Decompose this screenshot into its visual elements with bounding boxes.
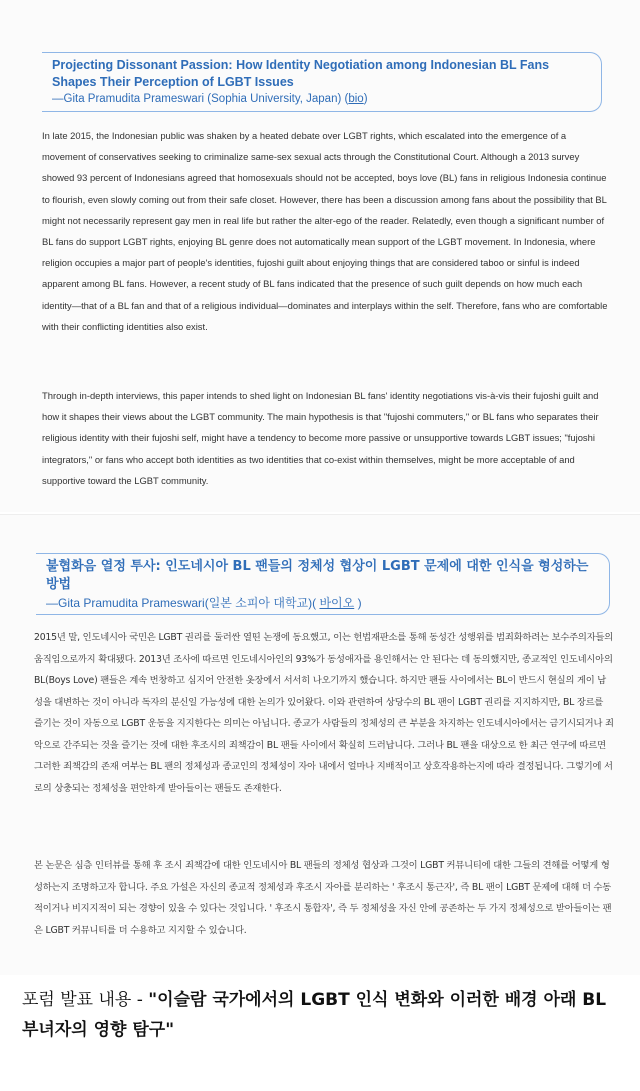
korean-bio-link[interactable]: 바이오: [319, 596, 355, 610]
korean-author: [46, 594, 599, 612]
english-title: Projecting Dissonant Passion: How Identity Negotiation among Indonesian BL Fans Shapes Their Perception of LGBT Issues: [52, 58, 550, 89]
english-abstract-panel: [0, 0, 640, 512]
caption: [22, 985, 622, 1045]
korean-author-affiliation: 일본 소피아 대학교: [208, 596, 309, 610]
english-author: [52, 91, 591, 108]
korean-paragraph-2: 본 논문은 심층 인터뷰를 통해 후 조시 죄책감에 대한 인도네시아 BL 팬들의 정체성 협상과 그것이 LGBT 커뮤니티에 대한 그들의 견해를 어떻게 형성하는지 조명하고자 합니다. 주요 가설은 자신의 종교적 정체성과 후조시 자아를 분리하는 ' 후조시 통근자', 즉 BL 팬이 LGBT 문제에 대해 더 수동적이거나 비지지적이 되는 경향이 있을 수 있다는 것입니다. ' 후조시 통합자', 즉 두 정체성을 자신 안에 공존하는 두 가지 정체성으로 받아들이는 팬은 LGBT 커뮤니티를 더 수용하고 지지할 수 있습니다.: [34, 860, 612, 936]
english-author-end: ): [363, 93, 368, 105]
korean-author-mid: )(: [308, 596, 320, 610]
caption-title: "이슬람 국가에서의 LGBT 인식 변화와 이러한 배경 아래 BL 부녀자의 영향 탐구": [22, 990, 607, 1040]
english-paragraph-1: In late 2015, the Indonesian public was shaken by a heated debate over LGBT rights, which escalated into the emergence of a movement of conservatives seeking to criminalize same-sex sexual acts through the Constitutional Court. Although a 2013 survey showed 93 percent of Indonesians agreed that homosexuals should not be accepted, boys love (BL) fans in religious Indonesia continue to flourish, even slowly coming out from their safe closet. However, there has been a discussion among fans about the possibility that BL might not necessarily represent gay men in real life but rather the alter-ego of the reader. Relatedly, even though a significant number of BL fans do support LGBT rights, enjoying BL genre does not automatically mean support of the LGBT movement. In Indonesia, where religion occupies a major part of people's identities, fujoshi guilt about enjoying things that are considered taboo or sinful is indeed apparent among BL fans. However, a recent study of BL fans indicated that the presence of such guilt depends on how much each identity—that of a BL fan and that of a religious individual—dominates and interplays within the self. Therefore, fans who are comfortable with their conflicting identities also exist.: [42, 130, 608, 332]
korean-title-box: [36, 553, 610, 615]
english-title-box: [42, 52, 602, 112]
korean-abstract-panel: [0, 514, 640, 975]
english-paragraph-2: Through in-depth interviews, this paper intends to shed light on Indonesian BL fans' identity negotiations vis-à-vis their fujoshi guilt and how it shapes their views about the LGBT community. The main hypothesis is that "fujoshi commuters," or BL fans who separates their religious identity with their fujoshi self, might have a tendency to become more passive or unsupportive towards LGBT issues; "fujoshi integrators," or fans who accept both identities as two identities that co-exist within themselves, might be more acceptable of and supportive toward the LGBT community.: [42, 390, 599, 486]
korean-paragraph-1: 2015년 말, 인도네시아 국민은 LGBT 권리를 둘러싼 열띤 논쟁에 동요했고, 이는 헌법재판소를 통해 동성간 성행위를 범죄화하려는 보수주의자들의 움직임으로까지 확대됐다. 2013년 조사에 따르면 인도네시아인의 93%가 동성애자를 용인해서는 안 된다는 데 동의했지만, 종교적인 인도네시아의 BL(Boys Love) 팬들은 계속 번창하고 심지어 안전한 옷장에서 서서히 나오기까지 했습니다. 하지만 팬들 사이에서는 BL이 반드시 현실의 게이 남성을 대변하는 것이 아니라 독자의 분신일 가능성에 대한 논의가 있어왔다. 이와 관련하여 상당수의 BL 팬이 LGBT 권리를 지지하지만, BL 장르를 즐기는 것이 자동으로 LGBT 운동을 지지한다는 의미는 아닙니다. 종교가 사람들의 정체성의 큰 부분을 차지하는 인도네시아에서는 금기시되거나 죄악으로 간주되는 것을 즐기는 것에 대한 후조시의 죄책감이 BL 팬들 사이에서 확실히 드러납니다. 그러나 BL 팬을 대상으로 한 최근 연구에 따르면 그러한 죄책감의 존재 여부는 BL 팬의 정체성과 종교인의 정체성이 자아 내에서 얼마나 지배적이고 상호작용하는지에 따라 결정됩니다. 그렇기에 서로의 상충되는 정체성을 편안하게 받아들이는 팬들도 존재한다.: [34, 632, 614, 794]
english-bio-link[interactable]: bio: [348, 93, 364, 105]
caption-prefix: 포럼 발표 내용 -: [22, 990, 149, 1010]
korean-author-end: ): [354, 596, 362, 610]
korean-title: 불협화음 열정 투사: 인도네시아 BL 팬들의 정체성 협상이 LGBT 문제에 대한 인식을 형성하는 방법: [46, 559, 589, 592]
english-author-name: —Gita Pramudita Prameswari (Sophia University, Japan) (: [52, 93, 349, 105]
korean-author-name: —Gita Pramudita Prameswari(: [46, 596, 209, 610]
